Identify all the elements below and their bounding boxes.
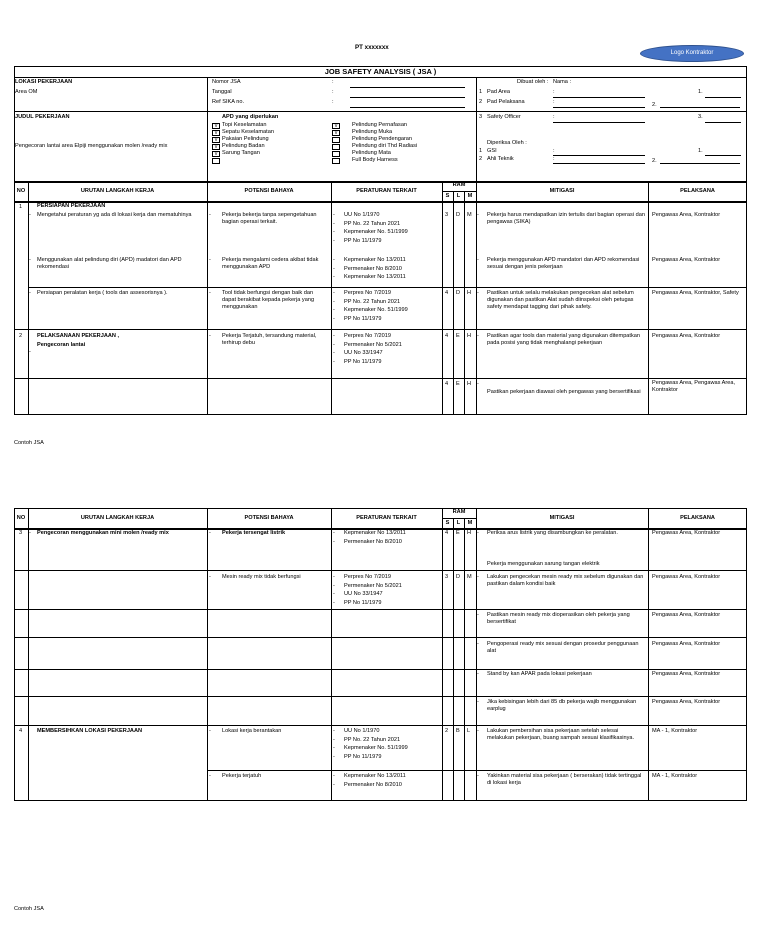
step-title: Pengecoran menggunakan mini molen /ready mix (37, 530, 169, 536)
bullet-dash: - (209, 530, 211, 536)
regulation-item: Kepmenaker No. 51/1999 (344, 745, 408, 751)
signer-number: 2 (479, 156, 483, 162)
bullet-dash: - (333, 599, 335, 606)
col-pelaksana: PELAKSANA (680, 188, 715, 194)
regulation-item: Kepmenaker No. 51/1999 (344, 307, 408, 313)
apd-checkbox[interactable]: V (212, 123, 220, 129)
row-number: 4 (19, 728, 23, 734)
ref-field[interactable] (350, 107, 465, 108)
colon: : (332, 89, 334, 95)
executor-item: Pengawas Area, Kontraktor (652, 671, 721, 677)
row-divider (648, 770, 747, 771)
apd-checkbox[interactable]: V (332, 123, 340, 129)
bullet-dash: - (333, 265, 335, 272)
regulation-item: Permenaker No 8/2010 (344, 538, 402, 545)
bullet-dash: - (333, 307, 335, 313)
row-number: 3 (19, 530, 23, 536)
signature-line[interactable] (705, 97, 741, 98)
executor-item: Pengawas Area, Pengawas Area, Kontraktor (652, 380, 736, 393)
bullet-dash: - (333, 257, 335, 263)
col-ram-l: L (456, 193, 461, 199)
regulation-item: PP No. 22 Tahun 2021 (344, 736, 401, 743)
apd-item-label: Pelindung Mata (352, 150, 391, 156)
col-no: NO (16, 515, 26, 521)
mitigation-item: Periksa arus listrik yang disambungkan ke peralatan. (487, 530, 618, 536)
signer-number: 3 (479, 114, 483, 120)
bullet-dash: - (333, 333, 335, 339)
colon: : (553, 99, 555, 105)
regulation-item: Permenaker No 8/2010 (344, 265, 402, 272)
regulation-item: UU No 33/1947 (344, 350, 383, 356)
mitigation-item: Yakinkan material sisa pekerjaan ( berserakan) tidak tertinggal di lokasi kerja (487, 773, 642, 786)
bullet-dash: - (333, 298, 335, 305)
apd-checkbox[interactable]: V (212, 144, 220, 150)
signature-field[interactable] (553, 155, 645, 156)
bullet-dash: - (333, 773, 335, 779)
apd-checkbox[interactable] (332, 137, 340, 143)
apd-checkbox[interactable] (332, 151, 340, 157)
signature-line[interactable] (705, 155, 741, 156)
bullet-dash: - (209, 574, 211, 580)
tanggal-field[interactable] (350, 97, 465, 98)
bullet-dash: - (333, 538, 335, 545)
diperiksa-label: Diperiksa Oleh : (487, 140, 527, 146)
step-item: Mengetahui peraturan yg ada di lokasi kerja dan mematuhinya (37, 212, 192, 218)
apd-checkbox[interactable]: V (212, 151, 220, 157)
colon: : (553, 156, 555, 162)
signature-field[interactable] (553, 97, 645, 98)
ram-s-value: 2 (445, 728, 449, 734)
ram-l-value: E (456, 381, 460, 387)
hazard-item: Lokasi kerja berantakan (222, 728, 282, 734)
bullet-dash: - (333, 358, 335, 365)
apd-checkbox[interactable]: V (212, 137, 220, 143)
row-divider (14, 378, 747, 379)
ram-m-value: L (467, 728, 471, 734)
signature-field[interactable] (553, 163, 645, 164)
ram-s-value: 3 (445, 212, 449, 218)
apd-checkbox[interactable] (332, 144, 340, 150)
regulation-item: Permenaker No 8/2010 (344, 781, 402, 788)
regulation-item: UU No 1/1970 (344, 728, 380, 734)
mitigation-item: Pekerja menggunakan APD mandatori dan APD rekomendasi sesuai dengan jenis pekerjaan (487, 257, 640, 270)
bullet-dash: - (333, 212, 335, 218)
signature-line[interactable] (660, 107, 740, 108)
ram-m-value: H (467, 381, 472, 387)
signature-line[interactable] (660, 163, 740, 164)
col-peraturan: PERATURAN TERKAIT (356, 515, 417, 521)
bullet-dash: - (333, 315, 335, 322)
bullet-dash: - (333, 582, 335, 589)
mitigation-item: Lakukan pembersihan sisa pekerjaan setelah selesai melakukan pekerjaan, buang sampah sesuai klasifikasinya. (487, 728, 635, 741)
ram-divider (442, 191, 476, 192)
apd-item-label: Sepatu Keselamatan (222, 129, 274, 135)
signature-number: 2. (652, 158, 657, 164)
signer-number: 2 (479, 99, 483, 105)
regulation-item: UU No 1/1970 (344, 212, 380, 218)
regulation-item: PP No 11/1979 (344, 753, 382, 760)
regulation-item: Permenaker No 5/2021 (344, 582, 402, 589)
executor-item: MA - 1, Kontraktor (652, 773, 698, 779)
bullet-dash: - (477, 612, 479, 618)
apd-item-label: Sarung Tangan (222, 150, 260, 156)
contractor-logo: Logo Kontraktor (640, 45, 744, 62)
document-title: JOB SAFETY ANALYSIS ( JSA ) (324, 67, 437, 76)
row-number: 1 (19, 204, 23, 210)
signer-role: Safety Officer (487, 114, 521, 120)
signer-number: 1 (479, 148, 483, 154)
bullet-dash: - (29, 212, 31, 218)
bullet-dash: - (477, 212, 479, 218)
signature-field[interactable] (553, 107, 645, 108)
col-mitigasi: MITIGASI (549, 515, 575, 521)
step-subtitle: Pengecoran lantai (37, 342, 86, 348)
judul-label: JUDUL PEKERJAAN (15, 114, 70, 120)
col-urutan: URUTAN LANGKAH KERJA (80, 515, 155, 521)
ram-l-value: B (456, 728, 460, 734)
row-divider (14, 669, 747, 670)
regulation-item: PP No 11/1979 (344, 358, 382, 365)
step-title: PERSIAPAN PEKERJAAN (37, 203, 106, 209)
ram-l-value: E (456, 530, 460, 536)
executor-item: Pengawas Area, Kontraktor (652, 212, 721, 218)
ram-divider (442, 518, 476, 519)
row-divider (14, 609, 747, 610)
row-divider (14, 696, 747, 697)
bullet-dash: - (29, 530, 31, 536)
bullet-dash: - (333, 229, 335, 235)
signature-field[interactable] (553, 122, 645, 123)
colon: : (553, 148, 555, 154)
mitigation-item: Pastikan mesin ready mix dioperasikan oleh pekerja yang bersertifikat (487, 612, 630, 625)
apd-item-label: Pakaian Pelindung (222, 136, 269, 142)
row-number: 2 (19, 333, 23, 339)
col-urutan: URUTAN LANGKAH KERJA (80, 188, 155, 194)
lokasi-label: LOKASI PEKERJAAN (15, 79, 73, 85)
ram-m-value: H (467, 333, 472, 339)
executor-item: Pengawas Area, Kontraktor (652, 257, 721, 263)
bullet-dash: - (477, 699, 479, 705)
hazard-item: Tool tidak berfungsi dengan baik dan dapat berakibat kepada pekerja yang menggunakan (222, 290, 315, 310)
col-ram: RAM (452, 182, 466, 188)
bullet-dash: - (477, 381, 479, 387)
column-divider (207, 202, 208, 415)
mitigation-item: Pekerja menggunakan sarung tangan elektrik (487, 561, 600, 567)
bullet-dash: - (477, 773, 479, 779)
executor-item: Pengawas Area, Kontraktor, Safety (652, 290, 739, 296)
col-ram-m: M (467, 520, 473, 526)
bullet-dash: - (333, 753, 335, 760)
signature-number: 3. (698, 114, 703, 120)
bullet-dash: - (29, 349, 31, 355)
executor-item: MA - 1, Kontraktor (652, 728, 698, 734)
executor-item: Pengawas Area, Kontraktor (652, 699, 721, 705)
mitigation-item: Pastikan pekerjaan diawasi oleh pengawas yang bersertifikasi (487, 389, 641, 395)
regulation-item: Kepmenaker No 13/2011 (344, 773, 406, 779)
bullet-dash: - (477, 530, 479, 536)
ram-s-value: 4 (445, 333, 449, 339)
bullet-dash: - (29, 290, 31, 296)
apd-checkbox[interactable] (332, 158, 340, 164)
signer-role: Pad Pelaksana (487, 99, 525, 105)
col-potensi: POTENSI BAHAYA (244, 188, 294, 194)
mitigation-item: Lakukan pengecekan mesin ready mix sebelum digunakan dan pastikan dalam kondisi baik (487, 574, 644, 587)
apd-item-label: Pelindung Pendengaran (352, 136, 413, 142)
signer-number: 1 (479, 89, 483, 95)
executor-item: Pengawas Area, Kontraktor (652, 574, 721, 580)
nama-label: Nama : (553, 79, 572, 85)
step-title: PELAKSANAAN PEKERJAAN , (37, 333, 120, 339)
apd-checkbox[interactable]: V (332, 130, 340, 136)
bullet-dash: - (209, 333, 211, 339)
bullet-dash: - (333, 781, 335, 788)
bullet-dash: - (209, 257, 211, 263)
bullet-dash: - (477, 257, 479, 263)
regulation-item: UU No 33/1947 (344, 591, 383, 597)
bullet-dash: - (29, 257, 31, 263)
footer-note: Contoh JSA (14, 906, 44, 912)
ram-l-value: D (456, 290, 461, 296)
bullet-dash: - (477, 290, 479, 296)
signer-role: Ahli Teknik (487, 156, 514, 162)
ram-s-value: 4 (445, 290, 449, 296)
col-ram: RAM (452, 509, 466, 515)
ram-m-value: M (467, 574, 472, 580)
row-divider (14, 637, 747, 638)
apd-item-label: Full Body Harness (352, 157, 398, 163)
ram-m-value: H (467, 290, 472, 296)
bullet-dash: - (333, 220, 335, 227)
hazard-item: Pekerja bekerja tanpa sepengetahuan bagian operasi terkait. (222, 212, 317, 225)
nomor-label: Nomor JSA (212, 79, 241, 85)
dibuat-label: Dibuat oleh : (517, 79, 549, 85)
apd-checkbox[interactable]: V (212, 130, 220, 136)
apd-item-label: Pelindung diri Thd Radiasi (352, 143, 418, 149)
signature-line[interactable] (705, 122, 741, 123)
bullet-dash: - (477, 574, 479, 580)
col-ram-m: M (467, 193, 473, 199)
mitigation-item: Stand by kan APAR pada lokasi pekerjaan (487, 671, 592, 677)
judul-value: Pengecoran lantai area Elpiji menggunakan molen /ready mix (15, 143, 168, 149)
ram-s-value: 3 (445, 574, 449, 580)
signature-number: 1. (698, 148, 703, 154)
col-ram-l: L (456, 520, 461, 526)
colon: : (332, 79, 334, 85)
mitigation-item: Pengoperasi ready mix sesuai dengan prosedur penggunaan alat (487, 641, 639, 654)
colon: : (332, 99, 334, 105)
bullet-dash: - (333, 350, 335, 356)
bullet-dash: - (209, 728, 211, 734)
bullet-dash: - (333, 341, 335, 348)
colon: : (553, 89, 555, 95)
col-potensi: POTENSI BAHAYA (244, 515, 294, 521)
regulation-item: PP No 11/1979 (344, 599, 382, 606)
bullet-dash: - (209, 212, 211, 218)
mitigation-item: Pastikan untuk selalu melakukan pengecekan alat sebelum digunakan dan pastikan Alat sudah diinspeksi oleh petugas safety mendapat tagging dari pihak safety. (487, 290, 634, 310)
col-peraturan: PERATURAN TERKAIT (356, 188, 417, 194)
ram-m-value: M (467, 212, 472, 218)
bullet-dash: - (333, 530, 335, 536)
regulation-item: Kepmenaker No 13/2011 (344, 274, 406, 280)
col-mitigasi: MITIGASI (549, 188, 575, 194)
step-item: Menggunakan alat pelindung diri (APD) madatori dan APD rekomendasi (37, 257, 182, 270)
executor-item: Pengawas Area, Kontraktor (652, 530, 721, 536)
executor-item: Pengawas Area, Kontraktor (652, 612, 721, 618)
colon: : (553, 114, 555, 120)
step-item: Persiapan peralatan kerja ( tools dan assesorisnya ). (37, 290, 168, 296)
mitigation-item: Pastikan agar tools dan material yang digunakan ditempatkan pada posisi yang tidak menghalangi pekerjaan (487, 333, 640, 346)
bullet-dash: - (477, 333, 479, 339)
regulation-item: Kepmenaker No. 51/1999 (344, 229, 408, 235)
row-divider (14, 725, 747, 726)
bullet-dash: - (333, 728, 335, 734)
hazard-item: Mesin ready mix tidak berfungsi (222, 574, 301, 580)
ram-s-value: 4 (445, 381, 449, 387)
bullet-dash: - (333, 591, 335, 597)
regulation-item: PP No. 22 Tahun 2021 (344, 298, 401, 305)
signature-number: 2. (652, 102, 657, 108)
apd-item-label: Pelindung Badan (222, 143, 265, 149)
col-no: NO (16, 188, 26, 194)
col-pelaksana: PELAKSANA (680, 515, 715, 521)
executor-item: Pengawas Area, Kontraktor (652, 333, 721, 339)
company-name: PT xxxxxxx (355, 44, 389, 51)
ram-m-value: H (467, 530, 472, 536)
step-title: MEMBERSIHKAN LOKASI PEKERJAAN (37, 728, 143, 734)
apd-checkbox[interactable] (212, 158, 220, 164)
bullet-dash: - (477, 728, 479, 734)
regulation-item: PP No 11/1979 (344, 237, 382, 244)
column-divider (28, 202, 29, 415)
apd-item-label: Pelindung Pernafasan (352, 122, 408, 128)
mitigation-item: Pekerja harus mendapatkan izin tertulis dari bagian operasi dan pengawas (SIKA) (487, 212, 645, 225)
col-ram-s: S (445, 520, 450, 526)
apd-item-label: Topi Keselamatan (222, 122, 267, 128)
row-divider (648, 287, 747, 288)
regulation-item: Kepmenaker No 13/2011 (344, 257, 406, 263)
regulation-item: Kepmenaker No 13/2011 (344, 530, 406, 536)
ram-s-value: 4 (445, 530, 449, 536)
ram-l-value: E (456, 333, 460, 339)
bullet-dash: - (209, 773, 211, 779)
executor-item: Pengawas Area, Kontraktor (652, 641, 721, 647)
signer-role: Pad Area (487, 89, 511, 95)
bullet-dash: - (333, 574, 335, 580)
bullet-dash: - (333, 237, 335, 244)
bullet-dash: - (333, 290, 335, 296)
row-divider (14, 570, 747, 571)
ram-l-value: D (456, 574, 461, 580)
bullet-dash: - (333, 736, 335, 743)
mitigation-item: Jika kebisingan lebih dari 85 db pekerja wajib menggunakan earplug (487, 699, 637, 712)
col-ram-s: S (445, 193, 450, 199)
signature-number: 1. (698, 89, 703, 95)
signer-role: GSI (487, 148, 497, 154)
regulation-item: Perpres No 7/2019 (344, 290, 391, 296)
hazard-item: Pekerja mengalami cedera akibat tidak menggunakan APD (222, 257, 319, 270)
nomor-field[interactable] (350, 87, 465, 88)
ram-l-value: D (456, 212, 461, 218)
apd-title: APD yang diperlukan (222, 114, 279, 120)
footer-note: Contoh JSA (14, 440, 44, 446)
bullet-dash: - (209, 290, 211, 296)
regulation-item: PP No 11/1979 (344, 315, 382, 322)
column-divider (331, 202, 332, 415)
regulation-item: Perpres No 7/2019 (344, 333, 391, 339)
regulation-item: PP No. 22 Tahun 2021 (344, 220, 401, 227)
regulation-item: Permenaker No 5/2021 (344, 341, 402, 348)
hazard-item: Pekerja terjatuh (222, 773, 262, 779)
bullet-dash: - (477, 641, 479, 647)
bullet-dash: - (477, 671, 479, 677)
tanggal-label: Tanggal (212, 89, 232, 95)
lokasi-value: Area OM (15, 89, 38, 95)
bullet-dash: - (333, 745, 335, 751)
row-divider (14, 329, 747, 330)
hazard-item: Pekerja Terjatuh, tersandung material, terhirup debu (222, 333, 317, 346)
regulation-item: Perpres No 7/2019 (344, 574, 391, 580)
bullet-dash: - (333, 274, 335, 280)
ref-label: Ref SIKA no. (212, 99, 245, 105)
column-divider (648, 202, 649, 415)
apd-item-label: Pelindung Muka (352, 129, 393, 135)
hazard-item: Pekerja tersengat listrik (222, 530, 286, 536)
